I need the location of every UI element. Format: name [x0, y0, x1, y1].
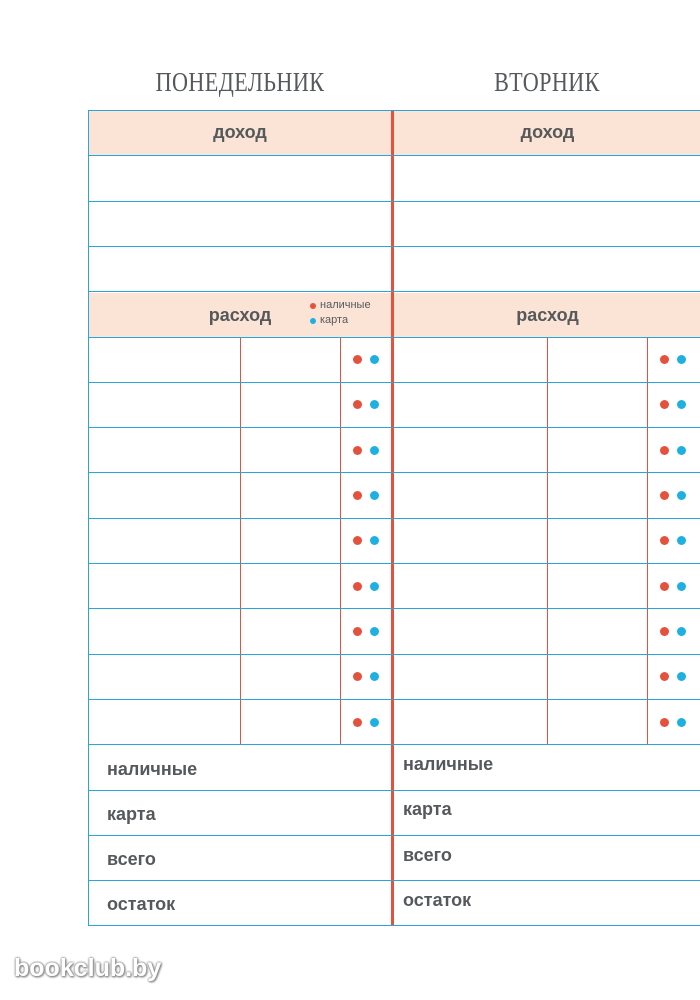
legend-cash-label: наличные	[320, 299, 371, 311]
summary-card-monday: карта	[107, 804, 156, 824]
grid-row-line	[88, 201, 700, 202]
cash-dot-icon	[310, 303, 316, 309]
grid-row-line	[88, 608, 700, 609]
card-dot-icon[interactable]	[677, 491, 686, 500]
grid-row-line	[88, 790, 700, 791]
grid-row-line	[88, 744, 700, 745]
expense-column-divider	[547, 338, 548, 744]
grid-row-line	[88, 563, 700, 564]
day-title-tuesday: ВТОРНИК	[494, 67, 600, 97]
grid-row-line	[88, 472, 700, 473]
cash-dot-icon[interactable]	[660, 491, 669, 500]
card-dot-icon[interactable]	[677, 400, 686, 409]
card-dot-icon[interactable]	[370, 536, 379, 545]
cash-dot-icon[interactable]	[353, 582, 362, 591]
grid-row-line	[88, 337, 700, 338]
cash-dot-icon[interactable]	[353, 446, 362, 455]
cash-dot-icon[interactable]	[660, 536, 669, 545]
card-dot-icon[interactable]	[677, 355, 686, 364]
grid-row-line	[88, 291, 700, 292]
budget-planner-grid	[88, 110, 700, 926]
expense-column-divider	[240, 338, 241, 744]
card-dot-icon[interactable]	[370, 491, 379, 500]
cash-dot-icon[interactable]	[660, 627, 669, 636]
card-dot-icon[interactable]	[370, 718, 379, 727]
cash-dot-icon[interactable]	[660, 672, 669, 681]
legend-cash	[310, 298, 371, 313]
summary-card-tuesday: карта	[403, 799, 452, 819]
income-label-tuesday: доход	[520, 122, 575, 142]
card-dot-icon[interactable]	[677, 582, 686, 591]
cash-dot-icon[interactable]	[660, 400, 669, 409]
grid-row-line	[88, 246, 700, 247]
cash-dot-icon[interactable]	[660, 718, 669, 727]
expense-column-divider	[647, 338, 648, 744]
card-dot-icon[interactable]	[370, 355, 379, 364]
grid-row-line	[88, 518, 700, 519]
grid-row-line	[88, 925, 700, 926]
grid-row-line	[88, 699, 700, 700]
grid-row-line	[88, 880, 700, 881]
summary-total-tuesday: всего	[403, 845, 452, 865]
cash-dot-icon[interactable]	[660, 446, 669, 455]
grid-row-line	[88, 382, 700, 383]
cash-dot-icon[interactable]	[353, 536, 362, 545]
grid-row-line	[88, 427, 700, 428]
day-title-monday: ПОНЕДЕЛЬНИК	[155, 67, 325, 97]
cash-dot-icon[interactable]	[353, 718, 362, 727]
card-dot-icon[interactable]	[677, 446, 686, 455]
income-label-monday: доход	[213, 122, 267, 142]
card-dot-icon[interactable]	[370, 400, 379, 409]
cash-dot-icon[interactable]	[353, 400, 362, 409]
expense-label-tuesday: расход	[516, 305, 579, 325]
card-dot-icon[interactable]	[677, 718, 686, 727]
summary-cash-monday: наличные	[107, 759, 198, 779]
cash-dot-icon[interactable]	[353, 355, 362, 364]
expense-column-divider	[340, 338, 341, 744]
card-dot-icon[interactable]	[370, 627, 379, 636]
card-dot-icon[interactable]	[677, 627, 686, 636]
card-dot-icon[interactable]	[677, 536, 686, 545]
card-dot-icon[interactable]	[370, 446, 379, 455]
grid-row-line	[88, 654, 700, 655]
watermark-logo: bookclub.by	[14, 954, 162, 982]
summary-total-monday: всего	[107, 849, 156, 869]
legend-card	[310, 313, 371, 328]
card-dot-icon[interactable]	[370, 582, 379, 591]
grid-row-line	[88, 110, 700, 111]
summary-cash-tuesday: наличные	[403, 754, 494, 774]
cash-dot-icon[interactable]	[353, 627, 362, 636]
card-dot-icon[interactable]	[677, 672, 686, 681]
card-dot-icon[interactable]	[370, 672, 379, 681]
expense-label-monday: расход	[208, 305, 272, 325]
summary-balance-tuesday: остаток	[403, 890, 472, 910]
cash-dot-icon[interactable]	[660, 582, 669, 591]
payment-legend	[310, 298, 371, 328]
summary-balance-monday: остаток	[107, 894, 176, 914]
legend-card-label: карта	[320, 314, 349, 326]
grid-row-line	[88, 155, 700, 156]
card-dot-icon	[310, 318, 316, 324]
cash-dot-icon[interactable]	[353, 672, 362, 681]
cash-dot-icon[interactable]	[353, 491, 362, 500]
grid-row-line	[88, 835, 700, 836]
cash-dot-icon[interactable]	[660, 355, 669, 364]
